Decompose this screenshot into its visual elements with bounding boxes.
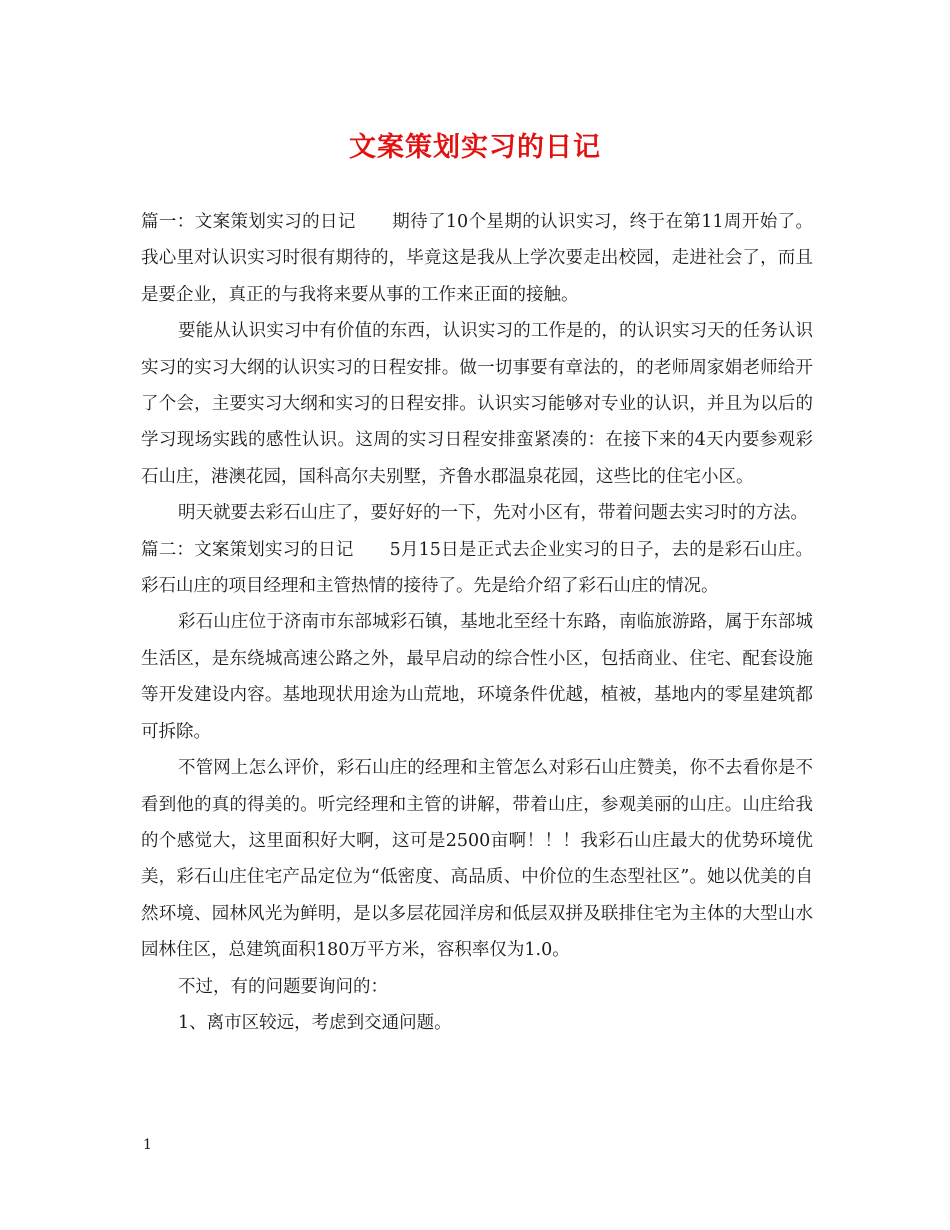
- paragraph-1-text: 期待了10个星期的认识实习，终于在第11周开始了。我心里对认识实习时很有期待的，毕竟这是我从上学次要走出校园，走进社会了，而且是要企业，真正的与我将来要从事的工作来正面的接触。: [141, 212, 814, 305]
- section-heading-1: 篇一：文案策划实习的日记: [141, 212, 356, 232]
- section-heading-2: 篇二：文案策划实习的日记: [141, 539, 354, 560]
- paragraph-2: 要能从认识实习中有价值的东西，认识实习的工作是的，的认识实习天的任务认识实习的实习大纲的认识实习的日程安排。做一切事要有章法的，的老师周家娟老师给开了个会，主要实习大纲和实习的日程安排。认识实习能够对专业的认识，并且为以后的学习现场实践的感性认识。这周的实习日程安排蛮紧凑的：在接下来的4天内要参观彩石山庄，港澳花园，国科高尔夫别墅，齐鲁水郡温泉花园，这些比的住宅小区。: [141, 321, 813, 487]
- paragraph-4: [141, 532, 813, 605]
- paragraph-6: 不管网上怎么评价，彩石山庄的经理和主管怎么对彩石山庄赞美，你不去看你是不看到他的真的得美的。听完经理和主管的讲解，带着山庄，参观美丽的山庄。山庄给我的个感觉大，这里面积好大啊，这可是2500亩啊！！！我彩石山庄最大的优势环境优美，彩石山庄住宅产品定位为“低密度、高品质、中价位的生态型社区”。她以优美的自然环境、园林风光为鲜明，是以多层花园洋房和低层双拼及联排住宅为主体的大型山水园林住区，总建筑面积180万平方米，容积率仅为1.0。: [141, 758, 813, 961]
- paragraph-7: 不过，有的问题要询问的：: [178, 976, 388, 997]
- page-number: 1: [143, 1137, 152, 1153]
- paragraph-8: 1、离市区较远，考虑到交通问题。: [178, 1012, 452, 1033]
- document-body: [141, 204, 813, 1041]
- paragraph-5: 彩石山庄位于济南市东部城彩石镇，基地北至经十东路，南临旅游路，属于东部城生活区，是东绕城高速公路之外，最早启动的综合性小区，包括商业、住宅、配套设施等开发建设内容。基地现状用途为山荒地，环境条件优越，植被，基地内的零星建筑都可拆除。: [141, 612, 813, 742]
- paragraph-4-text: 5月15日是正式去企业实习的日子，去的是彩石山庄。彩石山庄的项目经理和主管热情的接待了。先是给介绍了彩石山庄的情况。: [141, 539, 814, 597]
- paragraph-1: [141, 204, 813, 313]
- paragraph-3: 明天就要去彩石山庄了，要好好的一下，先对小区有，带着问题去实习时的方法。: [178, 503, 808, 524]
- document-title: 文案策划实习的日记: [349, 132, 601, 163]
